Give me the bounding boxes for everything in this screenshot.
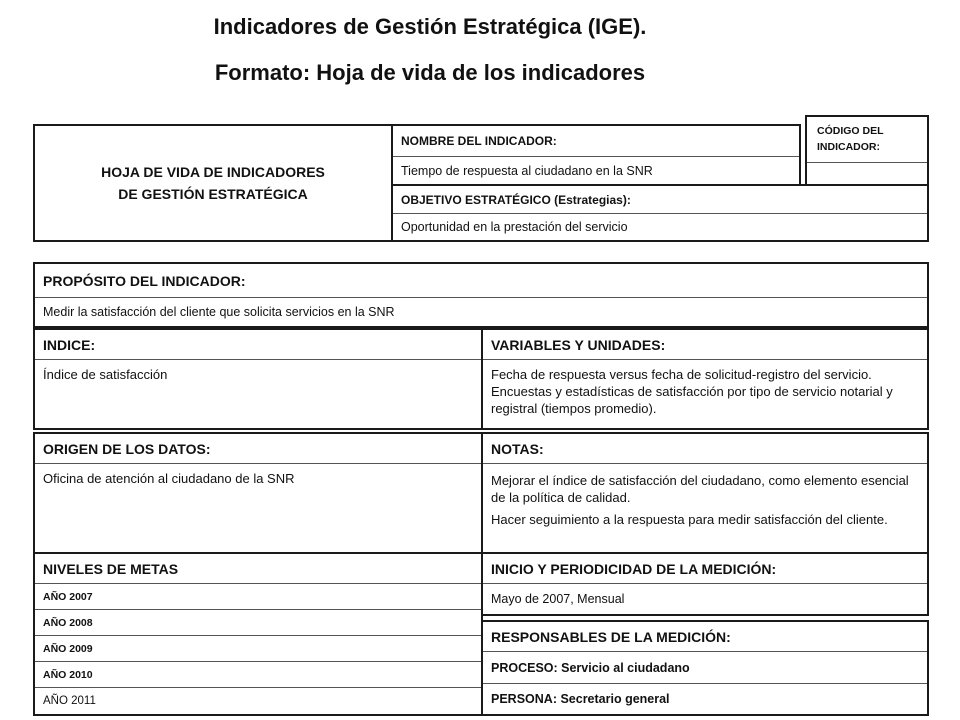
notes-label: NOTAS: bbox=[483, 434, 927, 464]
goal-year: AÑO 2007 bbox=[35, 584, 481, 610]
indicator-name-box bbox=[391, 124, 801, 186]
page-subtitle: Formato: Hoja de vida de los indicadores bbox=[214, 60, 646, 85]
index-value: Índice de satisfacción bbox=[43, 367, 168, 382]
variables-value: Fecha de respuesta versus fecha de solicitud-registro del servicio. Encuestas y estadísticas de satisfacción por tipo de servicio notarial y registral (tiempos promedio). bbox=[491, 367, 893, 416]
index-label: INDICE: bbox=[35, 330, 481, 360]
notes-box bbox=[481, 432, 929, 554]
data-origin-label: ORIGEN DE LOS DATOS: bbox=[35, 434, 481, 464]
indicator-name-label: NOMBRE DEL INDICADOR: bbox=[393, 126, 799, 157]
sheet-title-line2: DE GESTIÓN ESTRATÉGICA bbox=[118, 186, 308, 202]
purpose-label: PROPÓSITO DEL INDICADOR: bbox=[35, 264, 927, 298]
data-origin-value: Oficina de atención al ciudadano de la SNR bbox=[43, 471, 295, 486]
strategic-objective-value: Oportunidad en la prestación del servicio bbox=[401, 220, 628, 234]
strategic-objective-box bbox=[391, 184, 929, 242]
responsibles-box bbox=[481, 620, 929, 716]
sheet-title-line1: HOJA DE VIDA DE INDICADORES bbox=[101, 164, 325, 180]
responsible-process: PROCESO: Servicio al ciudadano bbox=[483, 652, 927, 684]
sheet-title-box bbox=[33, 124, 393, 242]
measurement-label: INICIO Y PERIODICIDAD DE LA MEDICIÓN: bbox=[483, 554, 927, 584]
measurement-value: Mayo de 2007, Mensual bbox=[491, 592, 625, 606]
note-item: Mejorar el índice de satisfacción del ciudadano, como elemento esencial de la política de calidad. bbox=[491, 473, 909, 505]
note-item: Hacer seguimiento a la respuesta para medir satisfacción del cliente. bbox=[491, 512, 888, 527]
purpose-value: Medir la satisfacción del cliente que solicita servicios en la SNR bbox=[43, 305, 395, 319]
purpose-box bbox=[33, 262, 929, 328]
goal-year: AÑO 2009 bbox=[35, 636, 481, 662]
indicator-code-value bbox=[807, 163, 927, 185]
indicator-name-value: Tiempo de respuesta al ciudadano en la SNR bbox=[401, 163, 653, 178]
variables-box bbox=[481, 328, 929, 430]
measurement-box bbox=[481, 552, 929, 616]
index-box bbox=[33, 328, 483, 430]
strategic-objective-label: OBJETIVO ESTRATÉGICO (Estrategias): bbox=[393, 186, 927, 214]
goal-year: AÑO 2010 bbox=[35, 662, 481, 688]
data-origin-box bbox=[33, 432, 483, 554]
responsible-person: PERSONA: Secretario general bbox=[491, 692, 670, 706]
indicator-code-label: CÓDIGO DEL INDICADOR: bbox=[807, 117, 927, 163]
responsibles-label: RESPONSABLES DE LA MEDICIÓN: bbox=[483, 622, 927, 652]
variables-label: VARIABLES Y UNIDADES: bbox=[483, 330, 927, 360]
goal-year: AÑO 2011 bbox=[43, 695, 96, 707]
goals-box bbox=[33, 552, 483, 716]
goal-year: AÑO 2008 bbox=[35, 610, 481, 636]
indicator-code-box bbox=[805, 115, 929, 187]
goals-label: NIVELES DE METAS bbox=[35, 554, 481, 584]
page-title: Indicadores de Gestión Estratégica (IGE). bbox=[213, 14, 647, 39]
